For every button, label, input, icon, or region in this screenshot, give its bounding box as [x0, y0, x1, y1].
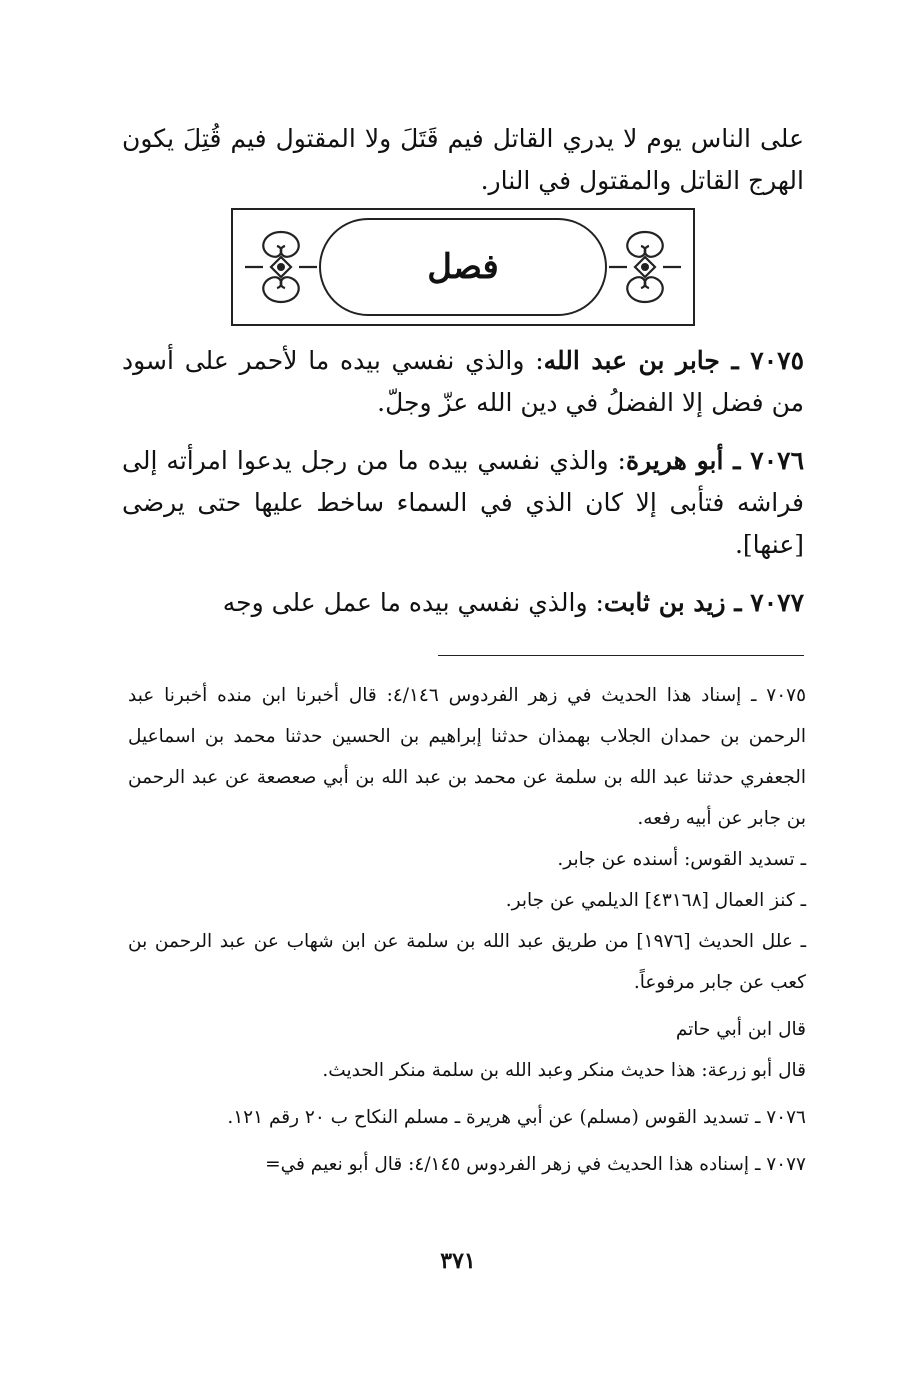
footnote-line: قال أبو زرعة: هذا حديث منكر وعبد الله بن سلمة منكر الحديث. [322, 1060, 806, 1081]
hadith-text: والذي نفسي بيده ما من رجل يدعوا امرأته إلى فراشه فتأبى إلا كان الذي في السماء ساخط عليها حتى يرضى [عنها]. [122, 446, 804, 559]
continuation-paragraph: على الناس يوم لا يدري القاتل فيم قَتَلَ ولا المقتول فيم قُتِلَ يكون الهرج القاتل والمقتول في النار. [122, 124, 804, 195]
hadith-number: ٧٠٧٧ [750, 588, 804, 617]
hadith-text: والذي نفسي بيده ما عمل على وجه [222, 588, 588, 617]
footnote-line: ـ علل الحديث [١٩٧٦] من طريق عبد الله بن سلمة عن ابن شهاب عن عبد الرحمن بن كعب عن جابر مرفوعاً. [128, 931, 807, 993]
ornament-left-icon [241, 226, 321, 308]
page-number: ٣٧١ [440, 1248, 476, 1274]
footnote-7075: ٧٠٧٥ ـ إسناد هذا الحديث في زهر الفردوس ٤/١٤٦: قال أخبرنا ابن منده أخبرنا عبد الرحمن بن حمدان الجلاب بهمذان حدثنا إبراهيم بن الحسين حدثنا محمد بن اسماعيل الجعفري حدثنا عبد الله بن سلمة عن محمد بن عبد الله بن أبي صعصعة عن عبد الرحمن بن جابر عن أبيه رفعه. [128, 685, 807, 829]
hadith-7077: ٧٠٧٧ ـ زيد بن ثابت: والذي نفسي بيده ما عمل على وجه [222, 588, 804, 617]
footnote-7076: ٧٠٧٦ ـ تسديد القوس (مسلم) عن أبي هريرة ـ مسلم النكاح ب ٢٠ رقم ١٢١. [227, 1107, 806, 1128]
section-heading-frame [231, 208, 695, 326]
ornament-right-icon [605, 226, 685, 308]
narrator-name: أبو هريرة [625, 446, 724, 475]
hadith-text: والذي نفسي بيده ما لأحمر على أسود من فضل إلا الفضلُ في دين الله عزّ وجلّ. [122, 346, 804, 417]
narrator-name: زيد بن ثابت [603, 588, 726, 617]
footnote-7077: ٧٠٧٧ ـ إسناده هذا الحديث في زهر الفردوس ٤/١٤٥: قال أبو نعيم في= [265, 1154, 806, 1175]
main-text [122, 118, 804, 640]
hadith-number: ٧٠٧٥ [750, 346, 804, 375]
section-heading-cartouche [319, 218, 607, 316]
hadith-7075: ٧٠٧٥ ـ جابر بن عبد الله: والذي نفسي بيده ما لأحمر على أسود من فضل إلا الفضلُ في دين الله عزّ وجلّ. [122, 346, 804, 417]
footnote-line: ـ تسديد القوس: أسنده عن جابر. [557, 849, 806, 870]
footnote-line: قال ابن أبي حاتم [675, 1019, 806, 1040]
footnote-line: ـ كنز العمال [٤٣١٦٨] الديلمي عن جابر. [505, 890, 806, 911]
footnotes [128, 675, 806, 1185]
hadith-7076: ٧٠٧٦ ـ أبو هريرة: والذي نفسي بيده ما من رجل يدعوا امرأته إلى فراشه فتأبى إلا كان الذي في السماء ساخط عليها حتى يرضى [عنها]. [122, 446, 804, 559]
narrator-name: جابر بن عبد الله [543, 346, 720, 375]
section-title: فصل [427, 247, 499, 287]
footnote-divider [438, 655, 804, 656]
hadith-number: ٧٠٧٦ [750, 446, 804, 475]
